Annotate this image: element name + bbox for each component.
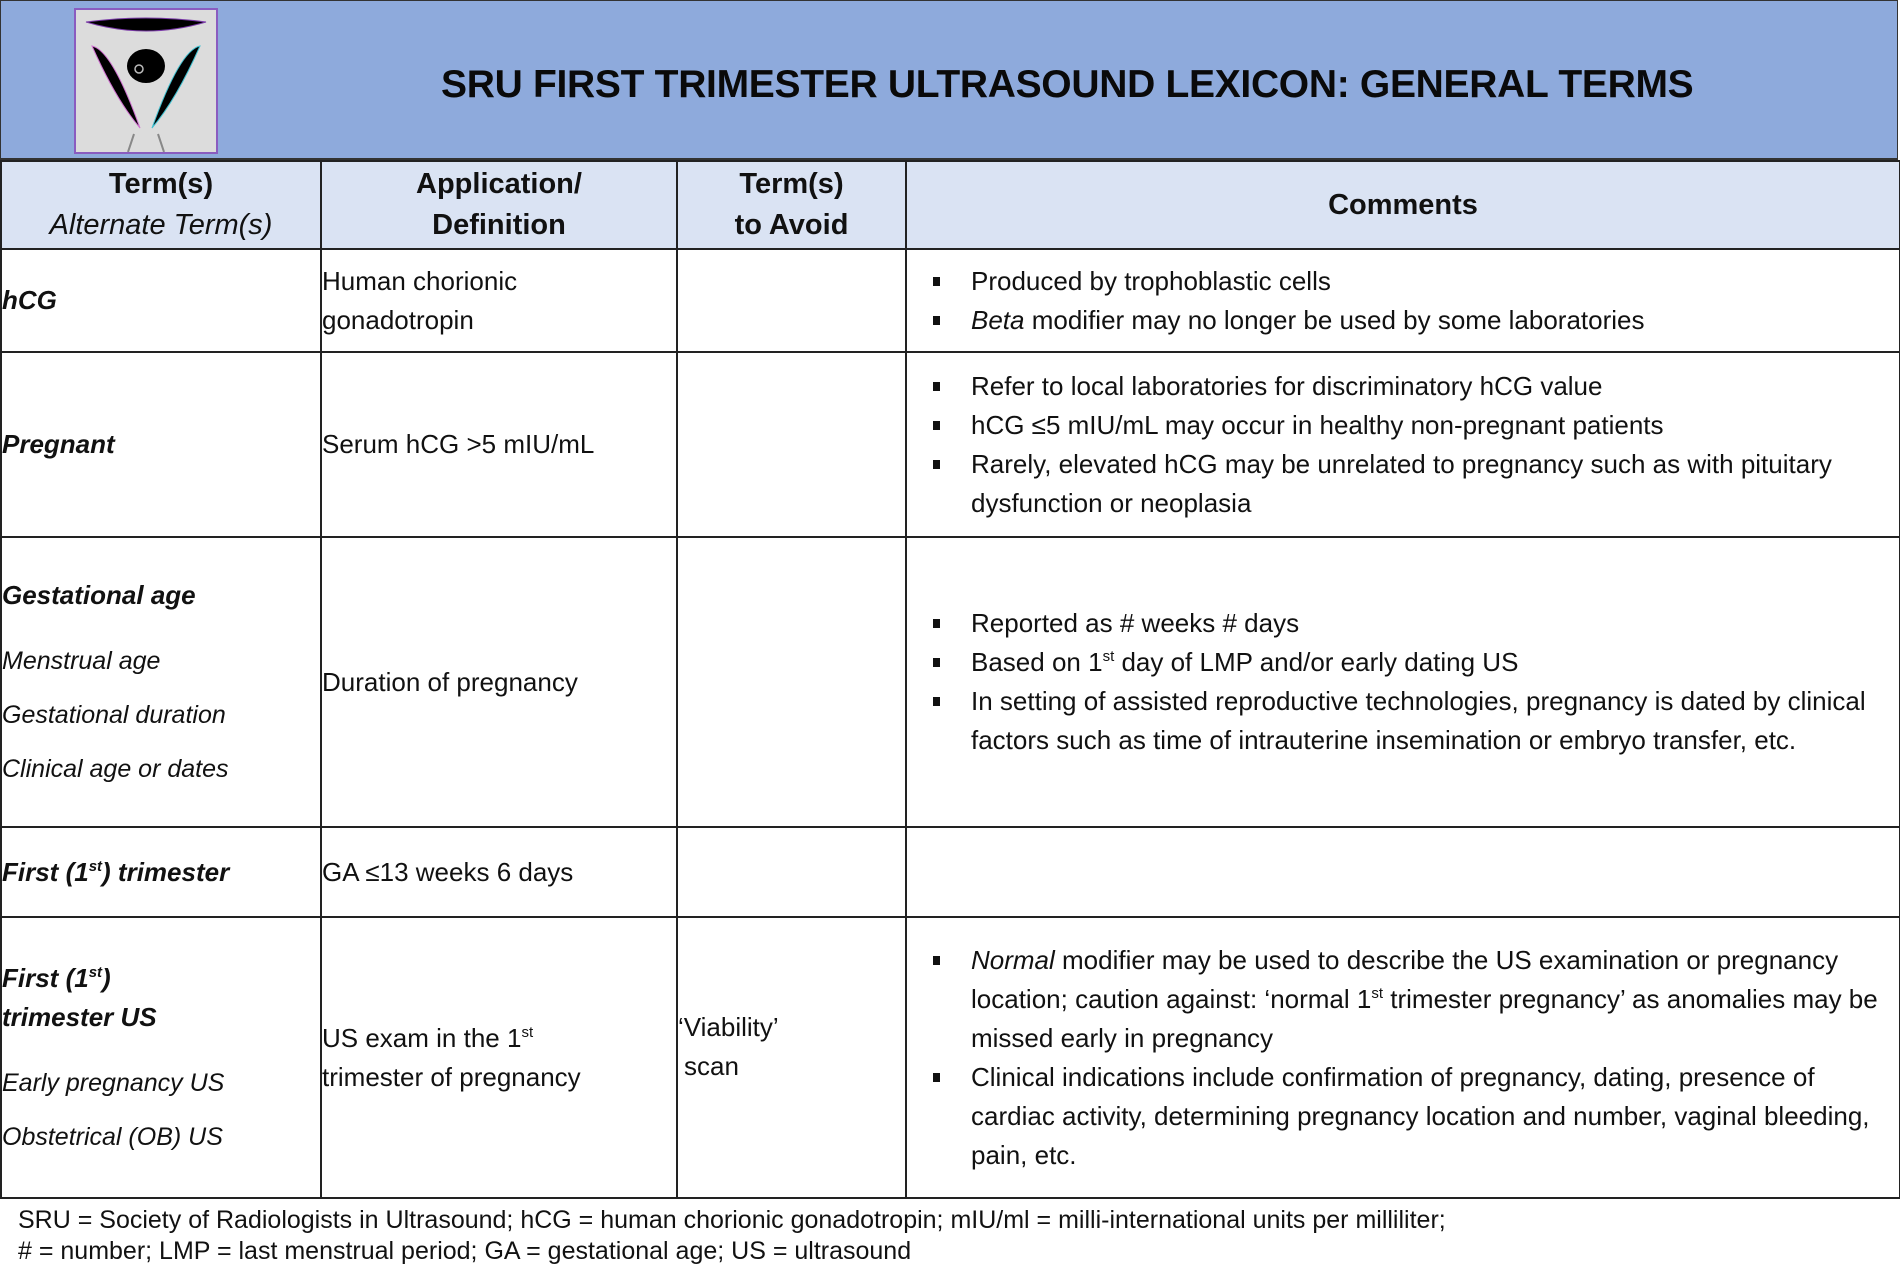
avoid-cell — [677, 537, 906, 827]
alternate-term: Gestational duration — [2, 700, 226, 729]
definition-text: Duration of pregnancy — [322, 666, 578, 697]
comment-item — [907, 941, 1879, 1058]
avoid-cell — [677, 249, 906, 352]
definition-part: trimester of pregnancy — [322, 1061, 581, 1092]
header-comments-label: Comments — [1328, 188, 1478, 221]
avoid-cell — [677, 827, 906, 917]
comments-cell — [906, 917, 1900, 1198]
avoid-cell — [677, 917, 906, 1198]
footnote-line: SRU = Society of Radiologists in Ultrasound; hCG = human chorionic gonadotropin; mIU/ml = milli-international units per milliliter; — [18, 1206, 1446, 1234]
ordinal-superscript: st — [521, 1023, 534, 1041]
header-definition-line2: Definition — [432, 209, 566, 241]
alternate-term: Obstetrical (OB) US — [2, 1122, 223, 1151]
definition-cell — [321, 249, 677, 352]
comment-text: modifier may no longer be used by some laboratories — [1024, 304, 1645, 335]
comment-item — [907, 445, 1879, 523]
definition-part: US exam in the 1 — [322, 1022, 522, 1053]
comment-text: Refer to local laboratories for discriminatory hCG value — [971, 370, 1603, 401]
alternate-term: Clinical age or dates — [2, 754, 229, 783]
term-name-line2: trimester US — [2, 1001, 157, 1032]
header-alt-term-label: Alternate Term(s) — [49, 209, 273, 241]
definition-text: Human chorionic gonadotropin — [322, 265, 518, 335]
ordinal-superscript: st — [88, 857, 103, 875]
term-cell — [1, 352, 321, 537]
definition-cell — [321, 917, 677, 1198]
comment-item — [907, 301, 1879, 340]
term-cell — [1, 537, 321, 827]
header-avoid-line1: Term(s) — [739, 168, 844, 200]
term-name: Gestational age — [2, 579, 196, 610]
term-text: ) trimester — [102, 856, 230, 887]
header-definition-line1: Application/ — [416, 168, 582, 200]
term-text: ) — [102, 962, 111, 993]
comment-text: In setting of assisted reproductive technologies, pregnancy is dated by clinical factors such as time of intrauterine insemination or embryo transfer, etc. — [971, 686, 1866, 755]
table-row — [1, 537, 1900, 827]
column-header-term — [1, 161, 321, 249]
avoid-term: ‘Viability’ — [678, 1011, 779, 1042]
comment-item — [907, 643, 1879, 682]
ordinal-superscript: st — [88, 963, 103, 981]
term-cell — [1, 917, 321, 1198]
comment-text: trimester pregnancy’ as anomalies may be missed early in pregnancy — [971, 983, 1878, 1053]
term-cell — [1, 827, 321, 917]
sru-logo-icon — [74, 8, 218, 154]
column-header-definition — [321, 161, 677, 249]
header-term-label: Term(s) — [108, 168, 214, 200]
comment-item — [907, 367, 1879, 406]
comment-text: hCG ≤5 mIU/mL may occur in healthy non-pregnant patients — [971, 409, 1664, 440]
term-name: Pregnant — [2, 429, 115, 459]
comments-cell — [906, 537, 1900, 827]
comments-cell — [906, 827, 1900, 917]
comment-item — [907, 1058, 1879, 1175]
table-row — [1, 352, 1900, 537]
lexicon-table — [0, 160, 1900, 1199]
table-row — [1, 827, 1900, 917]
comments-cell — [906, 352, 1900, 537]
comment-text: Reported as # weeks # days — [971, 608, 1300, 638]
comment-text: Produced by trophoblastic cells — [971, 265, 1331, 296]
comment-item — [907, 682, 1879, 760]
term-name — [2, 959, 320, 998]
column-header-avoid — [677, 161, 906, 249]
comment-text: Rarely, elevated hCG may be unrelated to pregnancy such as with pituitary dysfunction or neoplasia — [971, 448, 1832, 518]
comment-text: Clinical indications include confirmation of pregnancy, dating, presence of cardiac activity, determining pregnancy location and number, vaginal bleeding, pain, etc. — [971, 1061, 1870, 1170]
definition-text: GA ≤13 weeks 6 days — [322, 856, 574, 887]
definition-cell — [321, 827, 677, 917]
definition-cell — [321, 352, 677, 537]
ordinal-superscript: st — [1371, 984, 1384, 1002]
column-header-comments — [906, 161, 1900, 249]
term-cell — [1, 249, 321, 352]
comment-text: modifier may be used to describe the US examination or pregnancy location; caution against: ‘normal 1 — [971, 944, 1839, 1014]
comment-italic-lead: Normal — [971, 944, 1055, 975]
definition-text: Serum hCG >5 mIU/mL — [322, 429, 595, 459]
term-name — [2, 857, 229, 887]
title-band — [0, 0, 1898, 160]
table-row — [1, 249, 1900, 352]
avoid-cell — [677, 352, 906, 537]
term-text: First (1 — [2, 962, 89, 993]
comment-item — [907, 604, 1879, 643]
abbreviations-footnote — [18, 1205, 1888, 1267]
comment-item — [907, 262, 1879, 301]
comment-text: day of LMP and/or early dating US — [1114, 647, 1519, 677]
ordinal-superscript: st — [1102, 648, 1115, 665]
header-avoid-line2: to Avoid — [734, 209, 849, 241]
alternate-term: Early pregnancy US — [2, 1068, 225, 1097]
table-row — [1, 917, 1900, 1198]
comment-text: Based on 1 — [971, 647, 1103, 677]
avoid-term-line2: scan — [684, 1050, 739, 1081]
term-name: hCG — [2, 285, 57, 315]
definition-cell — [321, 537, 677, 827]
page-title: SRU FIRST TRIMESTER ULTRASOUND LEXICON: GENERAL TERMS — [441, 63, 1694, 106]
column-header-row — [1, 161, 1900, 249]
term-text: First (1 — [2, 856, 89, 887]
comment-item — [907, 406, 1879, 445]
comments-cell — [906, 249, 1900, 352]
comment-italic-lead: Beta — [971, 304, 1025, 335]
alternate-term: Menstrual age — [2, 646, 161, 675]
footnote-line: # = number; LMP = last menstrual period; GA = gestational age; US = ultrasound — [18, 1237, 912, 1265]
definition-text — [322, 1019, 676, 1058]
